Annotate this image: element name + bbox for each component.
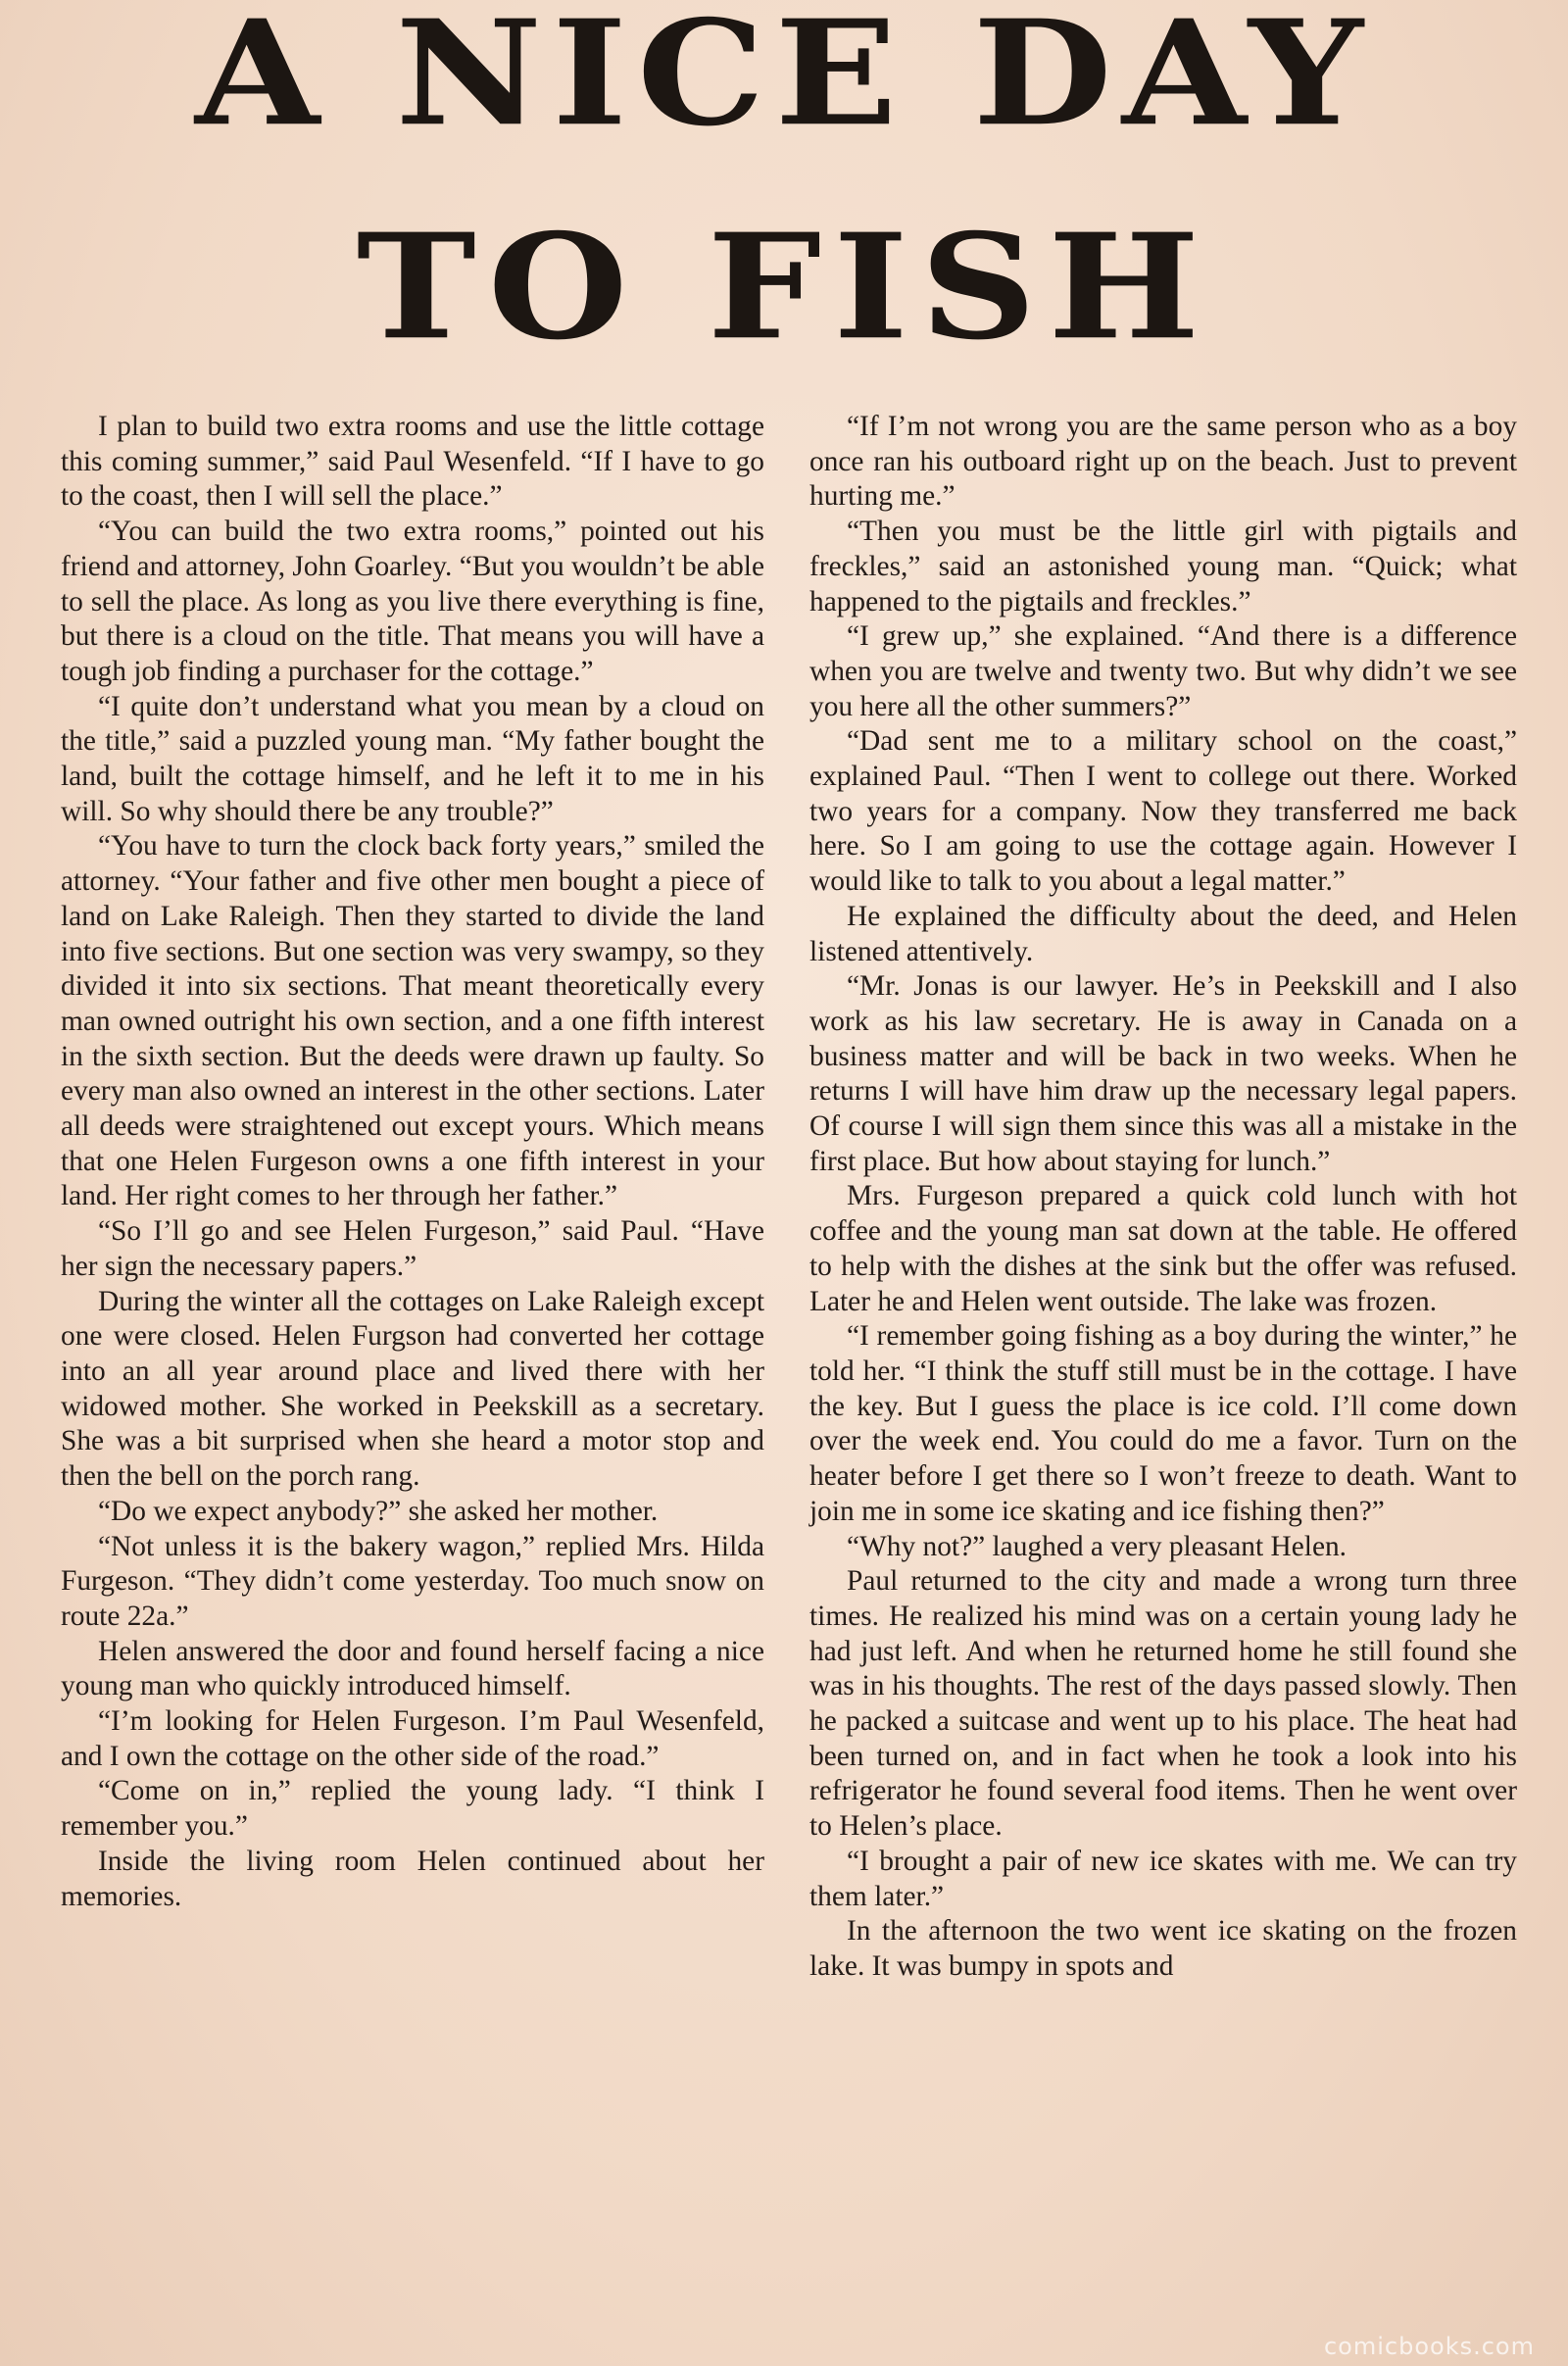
watermark: comicbooks.com — [1323, 2333, 1535, 2360]
paragraph: Inside the living room Helen continued about her memories. — [61, 1845, 764, 1912]
paragraph: “I grew up,” she explained. “And there is a difference when you are twelve and twenty two. But why didn’t we see you here all the other summers?” — [809, 620, 1517, 722]
paragraph: “Do we expect anybody?” she asked her mother. — [98, 1495, 659, 1527]
paragraph: “Come on in,” replied the young lady. “I think I remember you.” — [61, 1775, 764, 1843]
left-text-column — [61, 410, 764, 2331]
paragraph: In the afternoon the two went ice skating on the frozen lake. It was bumpy in spots and — [809, 1915, 1517, 1982]
paragraph: I plan to build two extra rooms and use the little cottage this coming summer,” said Paul Wesenfeld. “If I have to go to the coast, then I will sell the place.” — [61, 411, 764, 513]
paragraph: Mrs. Furgeson prepared a quick cold lunch with hot coffee and the young man sat down at the table. He offered to help with the dishes at the sink but the offer was refused. Later he and Helen went outside. The lake was frozen. — [809, 1180, 1517, 1317]
story-title-line-1: A NICE DAY — [195, 0, 1373, 159]
paragraph: “I’m looking for Helen Furgeson. I’m Paul Wesenfeld, and I own the cottage on the other side of the road.” — [61, 1705, 764, 1772]
paragraph: During the winter all the cottages on Lake Raleigh except one were closed. Helen Furgson had converted her cottage into an all year around place and lived there with her widowed mother. She worked in Peekskill as a secretary. She was a bit surprised when she heard a motor stop and then the bell on the porch rang. — [61, 1285, 764, 1493]
paragraph: Helen answered the door and found herself facing a nice young man who quickly introduced himself. — [61, 1635, 764, 1702]
paragraph: “You have to turn the clock back forty years,” smiled the attorney. “Your father and five other men bought a piece of land on Lake Raleigh. Then they started to divide the land into five sections. But one section was very swampy, so they divided it into six sections. That meant theoretically every man owned outright his own section, and a one fifth interest in the sixth section. But the deeds were drawn up faulty. So every man also owned an interest in the other sections. Later all deeds were straightened out except yours. Which means that one Helen Furgeson owns a one fifth interest in your land. Her right comes to her through her father.” — [61, 830, 764, 1212]
paragraph: “I remember going fishing as a boy during the winter,” he told her. “I think the stuff still must be in the cottage. I have the key. But I guess the place is ice cold. I’ll come down over the week end. You could do me a favor. Turn on the heater before I get there so I won’t freeze to death. Want to join me in some ice skating and ice fishing then?” — [809, 1320, 1517, 1527]
paragraph: Paul returned to the city and made a wrong turn three times. He realized his mind was on a certain young lady he had just left. And when he returned home he still found she was in his thoughts. The rest of the days passed slowly. Then he packed a suitcase and went up to his place. The heat had been turned on, and in fact when he took a look into his refrigerator he found several food items. Then he went over to Helen’s place. — [809, 1565, 1517, 1843]
paragraph: “I brought a pair of new ice skates with me. We can try them later.” — [809, 1845, 1517, 1912]
paragraph: “So I’ll go and see Helen Furgeson,” said Paul. “Have her sign the necessary papers.” — [61, 1215, 764, 1282]
right-text-column — [809, 410, 1517, 2331]
paragraph: “You can build the two extra rooms,” pointed out his friend and attorney, John Goarley. “But you wouldn’t be able to sell the place. As long as you live there everything is fine, but there is a cloud on the title. That means you will have a tough job finding a purchaser for the cottage.” — [61, 516, 764, 687]
paragraph: “Not unless it is the bakery wagon,” replied Mrs. Hilda Furgeson. “They didn’t come yesterday. Too much snow on route 22a.” — [61, 1530, 764, 1632]
story-title-line-2: TO FISH — [356, 201, 1212, 372]
paragraph: “Then you must be the little girl with pigtails and freckles,” said an astonished young man. “Quick; what happened to the pigtails and freckles.” — [809, 516, 1517, 617]
paragraph: “Mr. Jonas is our lawyer. He’s in Peekskill and I also work as his law secretary. He is away in Canada on a business matter and will be back in two weeks. When he returns I will have him draw up the necessary legal papers. Of course I will sign them since this was all a mistake in the first place. But how about staying for lunch.” — [809, 970, 1517, 1177]
paragraph: “If I’m not wrong you are the same person who as a boy once ran his outboard right up on the beach. Just to prevent hurting me.” — [809, 411, 1517, 513]
paragraph: He explained the difficulty about the deed, and Helen listened attentively. — [809, 900, 1517, 967]
paragraph: “I quite don’t understand what you mean by a cloud on the title,” said a puzzled young man. “My father bought the land, built the cottage himself, and he left it to me in his will. So why should there be any trouble?” — [61, 690, 764, 827]
paragraph: “Why not?” laughed a very pleasant Helen. — [847, 1530, 1348, 1562]
paragraph: “Dad sent me to a military school on the coast,” explained Paul. “Then I went to college out there. Worked two years for a company. Now they transferred me back here. So I am going to use the cottage again. However I would like to talk to you about a legal matter.” — [809, 725, 1517, 898]
